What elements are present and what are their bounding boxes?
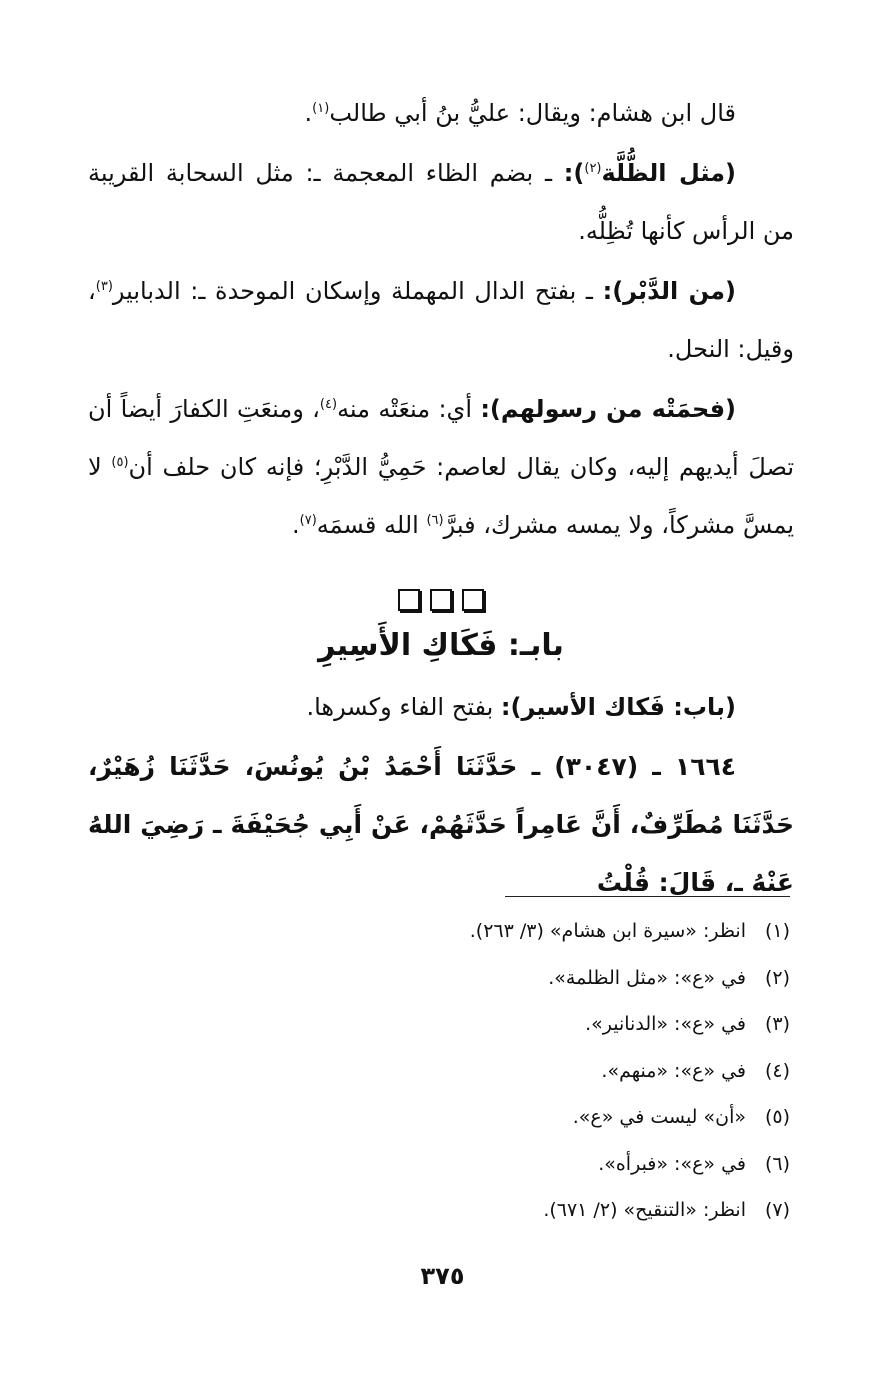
footnote-5: (٥)«أن» ليست في «ع». [572,1106,790,1128]
hadith-text: ١٦٦٤ ـ (٣٠٤٧) ـ حَدَّثَنَا أَحْمَدُ بْنُ يُونُسَ، حَدَّثَنَا زُهَيْرٌ، حَدَّثَنَا مُطَرِّفٌ، أَنَّ عَامِراً حَدَّثَهُمْ، عَنْ أَبِي جُحَيْفَةَ ـ رَضِيَ اللهُ عَنْهُ ـ، قَالَ: قُلْتُ [88,752,794,897]
gloss-term: (مثل الظُّلَّة [601,159,736,187]
paragraph-zulla: (مثل الظُّلَّة$^{(٢)}$): ـ بضم الظاء المعجمة ـ: مثل السحابة القريبة من الرأس كأنها تُظِلُّه. [88,159,794,245]
footnote-ref-4[interactable]: (٤) [319,397,338,412]
gloss-term: (فحمَتْه من رسولهم): [480,395,737,423]
paragraph-dabr: (من الدَّبْر): ـ بفتح الدال المهملة وإسكان الموحدة ـ: الدبابير$^{(٣)}$، وقيل: النحل. [88,277,794,363]
page-number: ٣٧٥ [420,1262,465,1290]
footnote-ref-2[interactable]: (٢) [584,161,602,176]
footnote-1: (١)انظر: «سيرة ابن هشام» (٣/ ٢٦٣). [469,920,790,942]
gloss-term: (من الدَّبْر): [602,277,736,305]
square-ornament-icon [462,589,484,611]
footnote-ref-6[interactable]: (٦) [426,513,444,528]
footnotes [200,908,790,1234]
footnote-separator [505,896,790,897]
paragraph-ibn-hisham: قال ابن هشام: ويقال: عليُّ بنُ أبي طالب$^{(١)}$. [304,99,736,127]
paragraph-hamathu: (فحمَتْه من رسولهم): أي: منعَتْه منه$^{(٤)}$، ومنعَتِ الكفارَ أيضاً أن تصلَ أيديهم إليه، وكان يقال لعاصم: حَمِيُّ الدَّبْرِ؛ فإنه كان حلف أن$^{(٥)}$ لا يمسَّ مشركاً، ولا يمسه مشرك، فبرَّ$^{(٦)}$ الله قسمَه$^{(٧)}$. [88,395,794,539]
footnote-4: (٤)في «ع»: «منهم». [601,1059,790,1082]
footnote-ref-3[interactable]: (٣) [95,279,113,294]
footnote-ref-5[interactable]: (٥) [111,455,129,470]
chapter-heading: بابـ: فَكَاكِ الأَسِيرِ [318,628,564,663]
section-divider-ornament [88,570,794,610]
footnote-7: (٧)انظر: «التنقيح» (٢/ ٦٧١). [543,1199,790,1221]
footnote-3: (٣)في «ع»: «الدنانير». [585,1013,790,1035]
gloss-term: (باب: فَكاك الأسير): [500,693,736,721]
square-ornament-icon [398,589,420,611]
footnote-2: (٢)في «ع»: «مثل الظلمة». [548,966,790,989]
footnote-ref-1[interactable]: (١) [312,101,330,116]
paragraph-fakak: (باب: فَكاك الأسير): بفتح الفاء وكسرها. [306,693,736,721]
footnote-6: (٦)في «ع»: «فبرأه». [598,1152,790,1175]
square-ornament-icon [430,589,452,611]
footnote-ref-7[interactable]: (٧) [299,513,317,528]
main-text [88,84,794,914]
